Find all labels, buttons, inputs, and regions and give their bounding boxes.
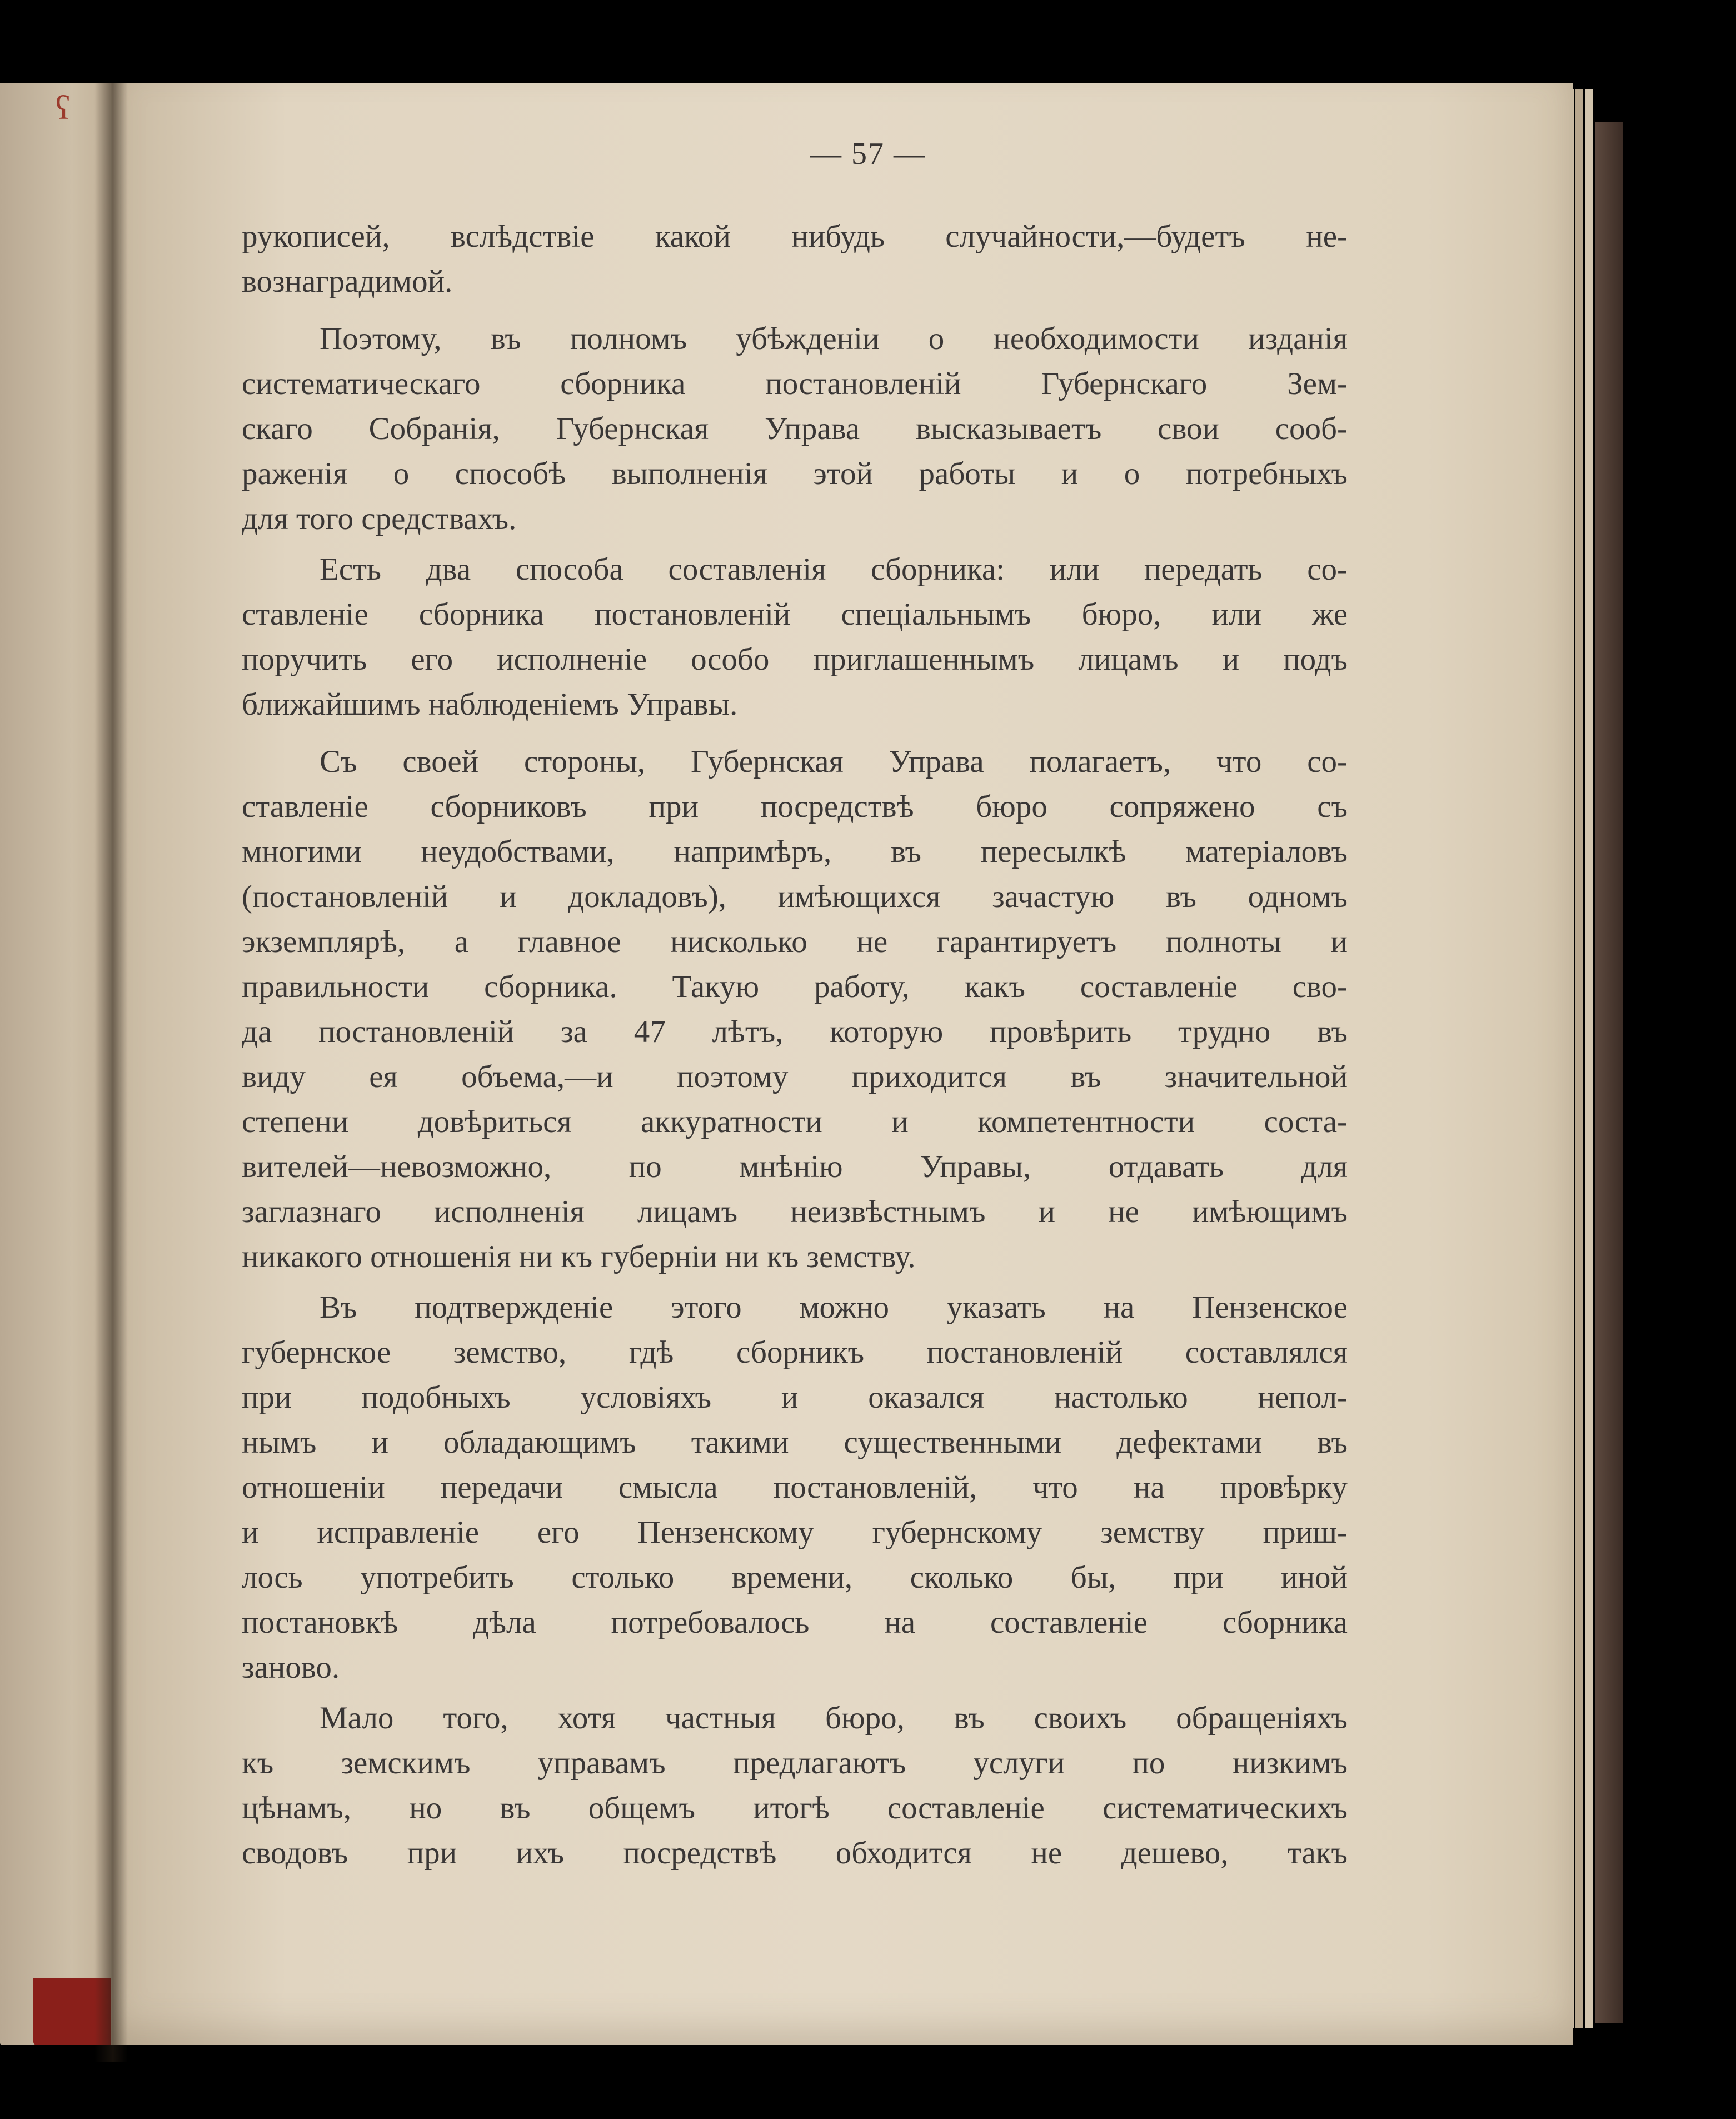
text-line: Въ подтвержденіе этого можно указать на Пензенское <box>320 1290 1348 1325</box>
page-stack-edge <box>1595 122 1623 2023</box>
text-line: ближайшимъ наблюденіемъ Управы. <box>242 687 738 722</box>
text-line: виду ея объема,—и поэтому приходится въ значительной <box>242 1059 1348 1094</box>
text-line: степени довѣриться аккуратности и компетентности соста- <box>242 1104 1348 1139</box>
text-line: правильности сборника. Такую работу, какъ составленіе сво- <box>242 969 1348 1004</box>
paragraph-5 <box>242 1285 1348 1690</box>
spine-shadow <box>94 83 128 2062</box>
text-line: раженія о способѣ выполненія этой работы и о потребныхъ <box>242 456 1348 491</box>
text-line: отношеніи передачи смысла постановленій, что на провѣрку <box>242 1470 1348 1505</box>
page-number: — 57 — <box>810 137 926 171</box>
text-line: постановкѣ дѣла потребовалось на составленіе сборника <box>242 1605 1348 1640</box>
text-line: при подобныхъ условіяхъ и оказался настолько непол- <box>242 1380 1348 1415</box>
text-line: ставленіе сборника постановленій спеціальнымъ бюро, или же <box>242 597 1348 632</box>
text-line: поручить его исполненіе особо приглашеннымъ лицамъ и подъ <box>242 642 1348 677</box>
text-line: сводовъ при ихъ посредствѣ обходится не дешево, такъ <box>242 1836 1348 1871</box>
text-line: многими неудобствами, напримѣръ, въ пересылкѣ матеріаловъ <box>242 834 1348 869</box>
paragraph-3 <box>242 547 1348 727</box>
handwritten-mark: ʕ <box>56 89 71 126</box>
text-line: нымъ и обладающимъ такими существенными дефектами въ <box>242 1425 1348 1460</box>
text-line: да постановленій за 47 лѣтъ, которую провѣрить трудно въ <box>242 1014 1348 1049</box>
paragraph-2 <box>242 316 1348 541</box>
text-line: Есть два способа составленія сборника: или передать со- <box>320 552 1348 587</box>
text-line: Съ своей стороны, Губернская Управа полагаетъ, что со- <box>320 744 1348 779</box>
paragraph-6 <box>242 1696 1348 1876</box>
page-body-text <box>242 214 1348 1881</box>
text-line: губернское земство, гдѣ сборникъ постановленій составлялся <box>242 1335 1348 1370</box>
text-line: Мало того, хотя частныя бюро, въ своихъ обращеніяхъ <box>320 1701 1348 1736</box>
text-line: Поэтому, въ полномъ убѣжденіи о необходимости изданія <box>320 321 1348 356</box>
text-line: вознаградимой. <box>242 264 453 299</box>
text-line: заглазнаго исполненія лицамъ неизвѣстнымъ и не имѣющимъ <box>242 1194 1348 1229</box>
text-line: рукописей, вслѣдствіе какой нибудь случайности,—будетъ не- <box>242 219 1348 254</box>
text-line: никакого отношенія ни къ губерніи ни къ земству. <box>242 1239 916 1274</box>
text-line: и исправленіе его Пензенскому губернскому земству приш- <box>242 1515 1348 1550</box>
text-line: ставленіе сборниковъ при посредствѣ бюро сопряжено съ <box>242 789 1348 824</box>
text-line: лось употребить столько времени, сколько бы, при иной <box>242 1560 1348 1595</box>
text-line: къ земскимъ управамъ предлагаютъ услуги по низкимъ <box>242 1746 1348 1781</box>
text-line: систематическаго сборника постановленій Губернскаго Зем- <box>242 366 1348 401</box>
page-fore-edge-2 <box>1575 89 1583 2028</box>
text-line: скаго Собранія, Губернская Управа высказываетъ свои сооб- <box>242 411 1348 446</box>
paragraph-1 <box>242 214 1348 304</box>
text-line: экземплярѣ, а главное нисколько не гарантируетъ полноты и <box>242 924 1348 959</box>
text-line: (постановленій и докладовъ), имѣющихся зачастую въ одномъ <box>242 879 1348 914</box>
text-line: цѣнамъ, но въ общемъ итогѣ составленіе систематическихъ <box>242 1791 1348 1826</box>
text-line: вителей—невозможно, по мнѣнію Управы, отдавать для <box>242 1149 1348 1184</box>
paragraph-4 <box>242 739 1348 1279</box>
text-line: для того средствахъ. <box>242 501 517 536</box>
text-line: заново. <box>242 1650 340 1685</box>
page-fore-edge-3 <box>1585 89 1593 2028</box>
